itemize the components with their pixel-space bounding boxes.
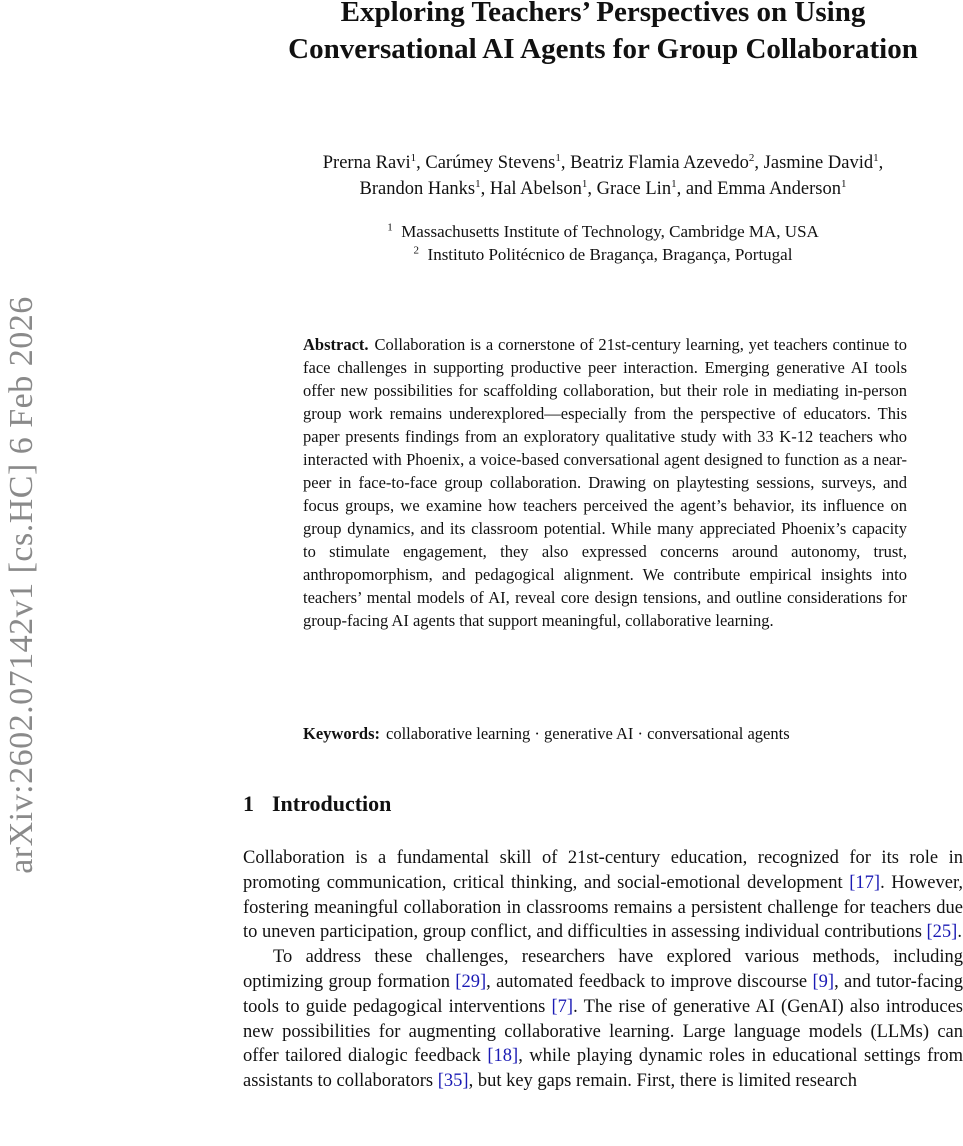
abstract xyxy=(303,333,907,632)
author-conjunction: and xyxy=(685,179,713,199)
text-run: . xyxy=(957,922,962,943)
citation-link[interactable]: [9] xyxy=(812,971,835,992)
text-run: , and tutor-facing tools to guide pedagogical interventions xyxy=(243,971,963,1017)
affiliation-line xyxy=(250,220,956,243)
affiliation-list xyxy=(250,220,956,266)
author-affiliation-mark: 1 xyxy=(555,151,561,164)
citation-link[interactable]: [29] xyxy=(455,971,487,992)
text-run: Collaboration is a fundamental skill of 21st-century education, recognized for its role in promoting communication, critical thinking, and social-emotional development xyxy=(243,848,963,893)
author-name: Prerna Ravi xyxy=(322,153,411,173)
abstract-label: Abstract. xyxy=(303,335,369,354)
paragraph xyxy=(243,846,963,945)
citation-link[interactable]: [7] xyxy=(551,996,574,1017)
affiliation-number: 2 xyxy=(413,244,420,257)
text-run: , while playing dynamic roles in educational settings from assistants to collaborators xyxy=(243,1046,963,1092)
section-number: 1 xyxy=(243,791,254,816)
keywords-label: Keywords: xyxy=(303,724,380,743)
section-title: Introduction xyxy=(272,791,392,816)
abstract-text: Collaboration is a cornerstone of 21st-century learning, yet teachers continue to face challenges in supporting productive peer interaction. Emerging generative AI tools offer new possibilities for scaffolding collaboration, but their role in mediating in-person group work remains underexplored—especially from the perspective of educators. This paper presents findings from an exploratory qualitative study with 33 K-12 teachers who interacted with Phoenix, a voice-based conversational agent designed to function as a near-peer in face-to-face group collaboration. Drawing on playtesting sessions, surveys, and focus groups, we examine how teachers perceived the agent’s behavior, its influence on group dynamics, and its classroom potential. While many appreciated Phoenix’s capacity to stimulate engagement, they also expressed concerns around autonomy, trust, anthropomorphism, and pedagogical alignment. We contribute empirical insights into teachers’ mental models of AI, reveal core design tensions, and outline considerations for group-facing AI agents that support meaningful, collaborative learning. xyxy=(303,335,907,630)
arxiv-sidebar xyxy=(0,230,46,940)
author-name: Grace Lin xyxy=(596,179,672,199)
author-name: Beatriz Flamia Azevedo xyxy=(570,153,749,173)
citation-link[interactable]: [25] xyxy=(926,922,958,943)
text-run: , but key gaps remain. First, there is limited research xyxy=(468,1071,857,1092)
body-text xyxy=(243,846,963,1094)
author-name: Hal Abelson xyxy=(489,179,582,199)
text-run: . However, fostering meaningful collaboration in classrooms remains a persistent challenge for teachers due to uneven participation, group conflict, and difficulties in assessing individual contributions xyxy=(243,872,963,943)
affiliation-text: Instituto Politécnico de Bragança, Bragança, Portugal xyxy=(427,245,793,264)
text-run: , automated feedback to improve discourse xyxy=(486,971,808,992)
paper-title: Exploring Teachers’ Perspectives on Using Conversational AI Agents for Group Collaboration xyxy=(288,0,918,65)
author-affiliation-mark: 1 xyxy=(475,177,481,190)
author-name: Jasmine David xyxy=(763,153,874,173)
arxiv-identifier: arXiv:2602.07142v1 [cs.HC] 6 Feb 2026 xyxy=(3,296,40,874)
citation-link[interactable]: [17] xyxy=(849,872,881,893)
author-name: Brandon Hanks xyxy=(359,179,476,199)
author-affiliation-mark: 1 xyxy=(671,177,677,190)
citation-link[interactable]: [35] xyxy=(437,1071,469,1092)
keywords xyxy=(303,722,913,745)
author-name: Emma Anderson xyxy=(717,179,841,199)
text-run: To address these challenges, researchers have explored various methods, including optimizing group formation xyxy=(243,947,963,992)
author-name: Carúmey Stevens xyxy=(425,153,556,173)
affiliation-text: Massachusetts Institute of Technology, Cambridge MA, USA xyxy=(401,222,819,241)
author-affiliation-mark: 1 xyxy=(581,177,588,190)
author-affiliation-mark: 1 xyxy=(873,151,879,164)
author-affiliation-mark: 1 xyxy=(410,151,417,164)
author-list: Prerna Ravi$^1$, Carúmey Stevens$^1$, Beatriz Flamia Azevedo$^2$, Jasmine David$^1$, Brandon Hanks$^1$, Hal Abelson$^1$, Grace Lin$^1$, and Emma Anderson$^1$ xyxy=(322,151,884,199)
affiliation-number: 1 xyxy=(387,221,393,234)
paragraph xyxy=(243,945,963,1094)
author-affiliation-mark: 1 xyxy=(841,177,847,190)
keywords-text: collaborative learning · generative AI · conversational agents xyxy=(386,724,790,743)
section-heading xyxy=(243,789,391,819)
citation-link[interactable]: [18] xyxy=(487,1046,519,1067)
author-affiliation-mark: 2 xyxy=(748,151,755,164)
affiliation-line xyxy=(250,243,956,266)
text-run: . The rise of generative AI (GenAI) also introduces new possibilities for augmenting collaborative learning. Large language models (LLMs) can offer tailored dialogic feedback xyxy=(243,996,963,1067)
